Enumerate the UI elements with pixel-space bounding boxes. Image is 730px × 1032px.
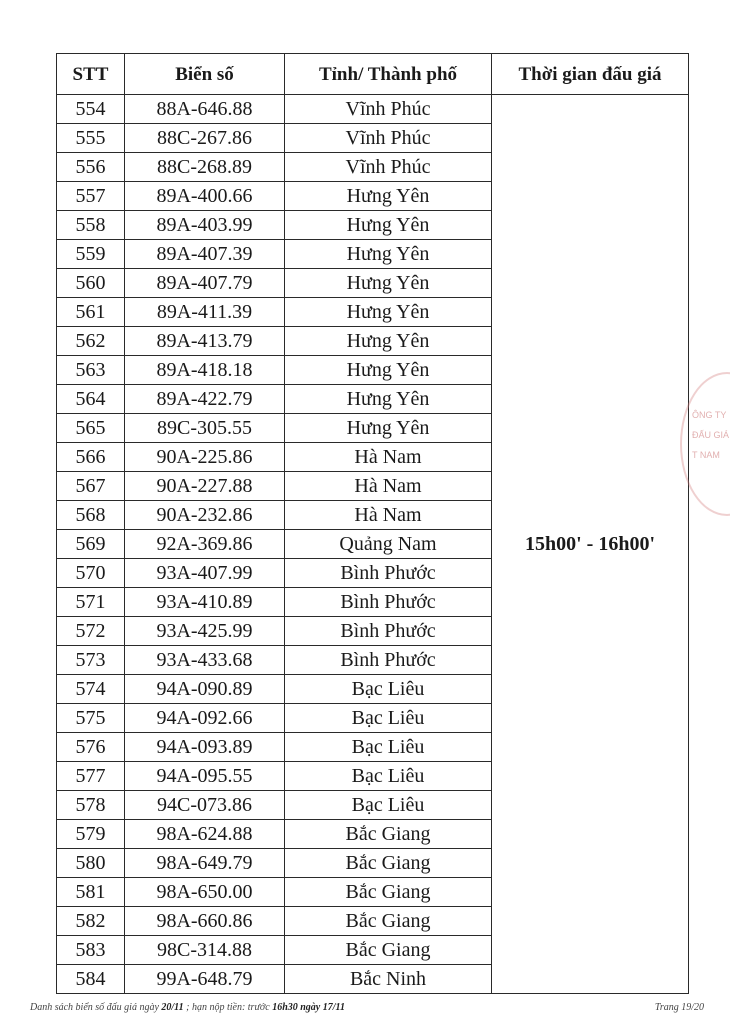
cell-stt: 558	[57, 211, 125, 240]
cell-plate: 89A-407.39	[125, 240, 285, 269]
cell-stt: 557	[57, 182, 125, 211]
cell-stt: 565	[57, 414, 125, 443]
table-row	[57, 95, 689, 124]
cell-stt: 578	[57, 791, 125, 820]
cell-province: Hưng Yên	[285, 414, 492, 443]
cell-province: Hưng Yên	[285, 385, 492, 414]
cell-plate: 88C-267.86	[125, 124, 285, 153]
cell-province: Bạc Liêu	[285, 733, 492, 762]
cell-plate: 89C-305.55	[125, 414, 285, 443]
cell-plate: 98A-624.88	[125, 820, 285, 849]
cell-plate: 92A-369.86	[125, 530, 285, 559]
cell-plate: 89A-422.79	[125, 385, 285, 414]
cell-stt: 559	[57, 240, 125, 269]
cell-province: Bạc Liêu	[285, 762, 492, 791]
cell-province: Bắc Giang	[285, 849, 492, 878]
cell-plate: 90A-227.88	[125, 472, 285, 501]
plate-auction-table	[56, 53, 689, 994]
cell-stt: 583	[57, 936, 125, 965]
cell-stt: 556	[57, 153, 125, 182]
cell-plate: 93A-425.99	[125, 617, 285, 646]
cell-province: Hưng Yên	[285, 298, 492, 327]
cell-plate: 93A-433.68	[125, 646, 285, 675]
cell-stt: 576	[57, 733, 125, 762]
cell-plate: 98A-649.79	[125, 849, 285, 878]
cell-stt: 554	[57, 95, 125, 124]
cell-province: Bình Phước	[285, 646, 492, 675]
stamp-line: T NAM	[692, 450, 720, 460]
cell-stt: 560	[57, 269, 125, 298]
cell-auction-time: 15h00' - 16h00'	[492, 95, 689, 994]
cell-province: Bắc Giang	[285, 936, 492, 965]
cell-province: Vĩnh Phúc	[285, 95, 492, 124]
cell-plate: 90A-232.86	[125, 501, 285, 530]
cell-stt: 571	[57, 588, 125, 617]
cell-plate: 99A-648.79	[125, 965, 285, 994]
cell-stt: 568	[57, 501, 125, 530]
footer-text: ; hạn nộp tiền: trước	[186, 1002, 270, 1013]
cell-plate: 89A-400.66	[125, 182, 285, 211]
cell-stt: 573	[57, 646, 125, 675]
header-province: Tỉnh/ Thành phố	[285, 54, 492, 95]
cell-province: Bắc Giang	[285, 907, 492, 936]
cell-stt: 579	[57, 820, 125, 849]
cell-province: Bắc Ninh	[285, 965, 492, 994]
cell-stt: 569	[57, 530, 125, 559]
cell-province: Hà Nam	[285, 443, 492, 472]
cell-stt: 582	[57, 907, 125, 936]
cell-plate: 89A-418.18	[125, 356, 285, 385]
cell-province: Hưng Yên	[285, 327, 492, 356]
cell-province: Bạc Liêu	[285, 675, 492, 704]
stamp-line: ĐẤU GIÁ	[692, 430, 730, 440]
cell-province: Bình Phước	[285, 588, 492, 617]
cell-plate: 98C-314.88	[125, 936, 285, 965]
cell-province: Bình Phước	[285, 559, 492, 588]
cell-province: Vĩnh Phúc	[285, 153, 492, 182]
table-body	[57, 95, 689, 994]
cell-province: Bắc Giang	[285, 820, 492, 849]
footer-deadline: 16h30 ngày 17/11	[272, 1002, 345, 1013]
header-plate: Biển số	[125, 54, 285, 95]
cell-plate: 94A-093.89	[125, 733, 285, 762]
cell-plate: 94A-095.55	[125, 762, 285, 791]
cell-plate: 89A-411.39	[125, 298, 285, 327]
cell-province: Hưng Yên	[285, 182, 492, 211]
cell-plate: 94A-090.89	[125, 675, 285, 704]
cell-plate: 90A-225.86	[125, 443, 285, 472]
cell-stt: 577	[57, 762, 125, 791]
header-stt: STT	[57, 54, 125, 95]
cell-plate: 98A-650.00	[125, 878, 285, 907]
page-number: Trang 19/20	[654, 1002, 704, 1013]
cell-province: Bạc Liêu	[285, 704, 492, 733]
cell-stt: 574	[57, 675, 125, 704]
cell-stt: 564	[57, 385, 125, 414]
cell-province: Hưng Yên	[285, 356, 492, 385]
cell-plate: 94C-073.86	[125, 791, 285, 820]
cell-plate: 93A-407.99	[125, 559, 285, 588]
header-auction-time: Thời gian đấu giá	[492, 54, 689, 95]
cell-stt: 561	[57, 298, 125, 327]
cell-province: Hưng Yên	[285, 240, 492, 269]
cell-stt: 566	[57, 443, 125, 472]
cell-province: Vĩnh Phúc	[285, 124, 492, 153]
cell-plate: 89A-413.79	[125, 327, 285, 356]
cell-plate: 88A-646.88	[125, 95, 285, 124]
cell-province: Quảng Nam	[285, 530, 492, 559]
cell-plate: 94A-092.66	[125, 704, 285, 733]
cell-province: Hà Nam	[285, 472, 492, 501]
cell-stt: 555	[57, 124, 125, 153]
cell-stt: 575	[57, 704, 125, 733]
cell-province: Bình Phước	[285, 617, 492, 646]
table-header-row	[57, 54, 689, 95]
cell-stt: 563	[57, 356, 125, 385]
page-footer	[30, 1002, 704, 1013]
cell-province: Hưng Yên	[285, 211, 492, 240]
cell-stt: 584	[57, 965, 125, 994]
cell-plate: 89A-407.79	[125, 269, 285, 298]
cell-province: Hưng Yên	[285, 269, 492, 298]
cell-stt: 581	[57, 878, 125, 907]
cell-plate: 89A-403.99	[125, 211, 285, 240]
cell-province: Bắc Giang	[285, 878, 492, 907]
cell-stt: 567	[57, 472, 125, 501]
cell-stt: 572	[57, 617, 125, 646]
footer-note	[30, 1002, 345, 1013]
cell-plate: 93A-410.89	[125, 588, 285, 617]
cell-plate: 88C-268.89	[125, 153, 285, 182]
footer-auction-date: 20/11	[161, 1002, 184, 1013]
footer-text: Danh sách biển số đấu giá ngày	[30, 1002, 159, 1013]
cell-province: Bạc Liêu	[285, 791, 492, 820]
cell-province: Hà Nam	[285, 501, 492, 530]
cell-stt: 562	[57, 327, 125, 356]
cell-stt: 580	[57, 849, 125, 878]
stamp-line: ÔNG TY	[692, 410, 727, 420]
cell-stt: 570	[57, 559, 125, 588]
cell-plate: 98A-660.86	[125, 907, 285, 936]
